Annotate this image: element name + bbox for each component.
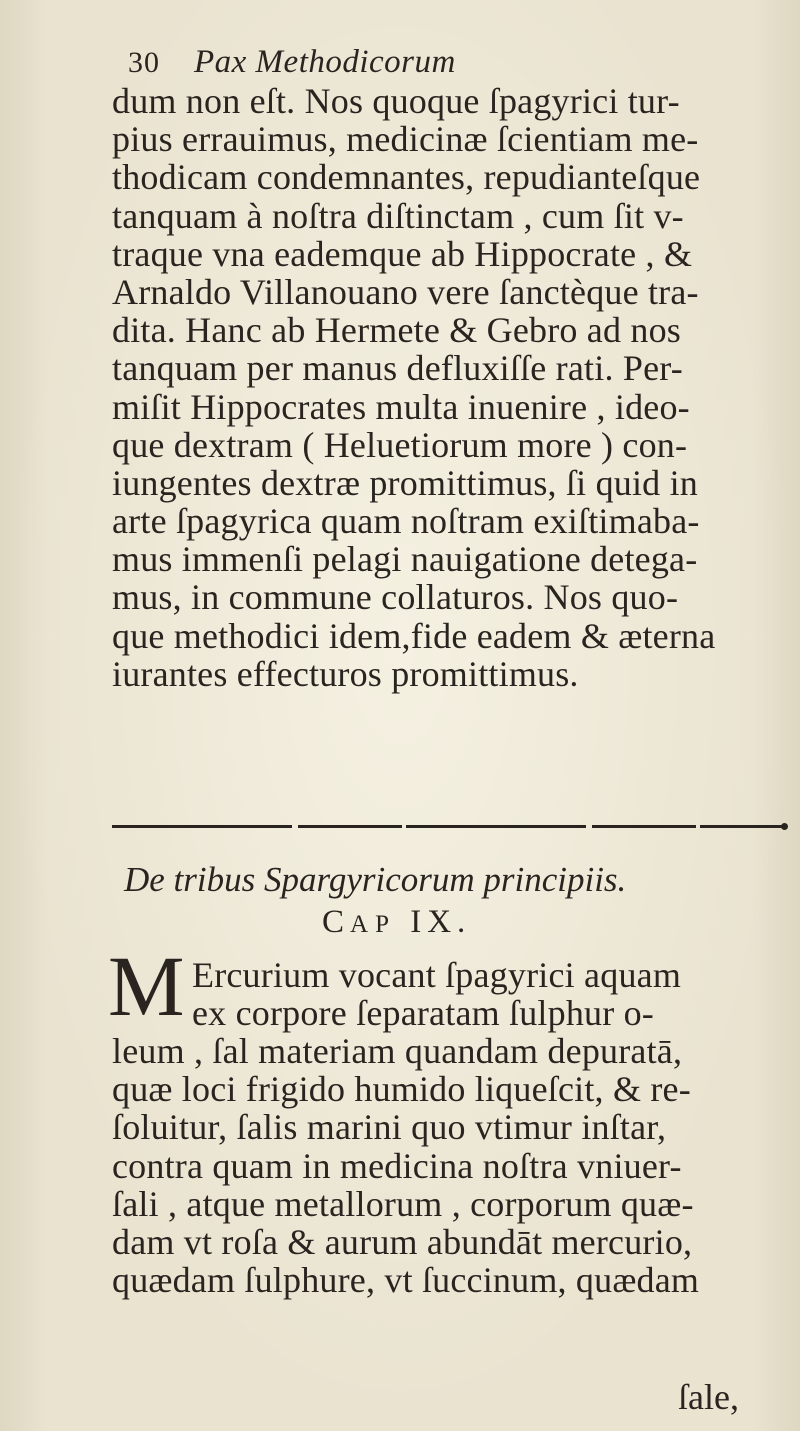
text-line: miſit Hippocrates multa inuenire , ideo-	[112, 386, 690, 427]
text-line: leum , ſal materiam quandam depuratā,	[112, 1031, 683, 1071]
passage-2-indented	[192, 956, 800, 1032]
divider-rule	[112, 825, 782, 828]
text-line: que methodici idem,fide eadem & æterna	[112, 615, 716, 656]
text-line: tanquam à noſtra diſtinctam , cum ſit v-	[112, 195, 684, 236]
text-line: Ercurium vocant ſpagyrici aquam	[192, 955, 682, 995]
text-line: iurantes effecturos promittimus.	[112, 653, 579, 694]
text-line: ſali , atque metallorum , corporum quæ-	[112, 1183, 694, 1224]
text-line: Arnaldo Villanouano vere ſanctèque tra-	[112, 271, 699, 312]
text-line: que dextram ( Heluetiorum more ) con-	[112, 424, 688, 465]
text-line: ex corpore ſeparatam ſulphur o-	[192, 993, 655, 1034]
running-title: Pax Methodicorum	[194, 44, 456, 80]
text-line: iungentes dextræ promittimus, ſi quid in	[112, 462, 698, 503]
chapter-number	[322, 904, 471, 941]
text-line: contra quam in medicina noſtra vniuer-	[112, 1145, 682, 1186]
text-line: dum non eſt. Nos quoque ſpagyrici tur-	[112, 81, 680, 121]
drop-cap: M	[108, 938, 185, 1034]
text-line: tanquam per manus defluxiſſe rati. Per-	[112, 348, 683, 389]
section-divider	[112, 823, 788, 829]
text-line: dam vt roſa & aurum abundāt mercurio,	[112, 1221, 693, 1262]
text-line: dita. Hanc ab Hermete & Gebro ad nos	[112, 310, 681, 351]
text-line: ſoluitur, ſalis marini quo vtimur inſtar,	[112, 1107, 667, 1148]
passage-2	[112, 1032, 800, 1299]
chapter-title: De tribus Spargyricorum principiis.	[124, 860, 627, 899]
text-line: mus, in commune collaturos. Nos quo-	[112, 577, 679, 618]
text-line: quædam ſulphure, vt ſuccinum, quædam	[112, 1260, 700, 1301]
text-line: arte ſpagyrica quam noſtram exiſtimaba-	[112, 501, 700, 542]
text-line: quæ loci frigido humido liqueſcit, & re-	[112, 1069, 691, 1110]
chapter-roman-numeral: IX.	[410, 904, 472, 940]
text-line: thodicam condemnantes, repudianteſque	[112, 157, 701, 198]
chapter-prefix: C	[322, 904, 351, 940]
catchword: ſale,	[678, 1377, 739, 1417]
divider-dot-ornament	[781, 823, 788, 830]
text-line: mus immenſi pelagi nauigatione detega-	[112, 539, 698, 580]
text-line: traque vna eademque ab Hippocrate , &	[112, 233, 693, 274]
passage-1	[112, 82, 800, 693]
text-line: pius errauimus, medicinæ ſcientiam me-	[112, 119, 699, 160]
page-number: 30	[128, 46, 160, 79]
chapter-prefix-small-caps: AP	[350, 911, 396, 938]
